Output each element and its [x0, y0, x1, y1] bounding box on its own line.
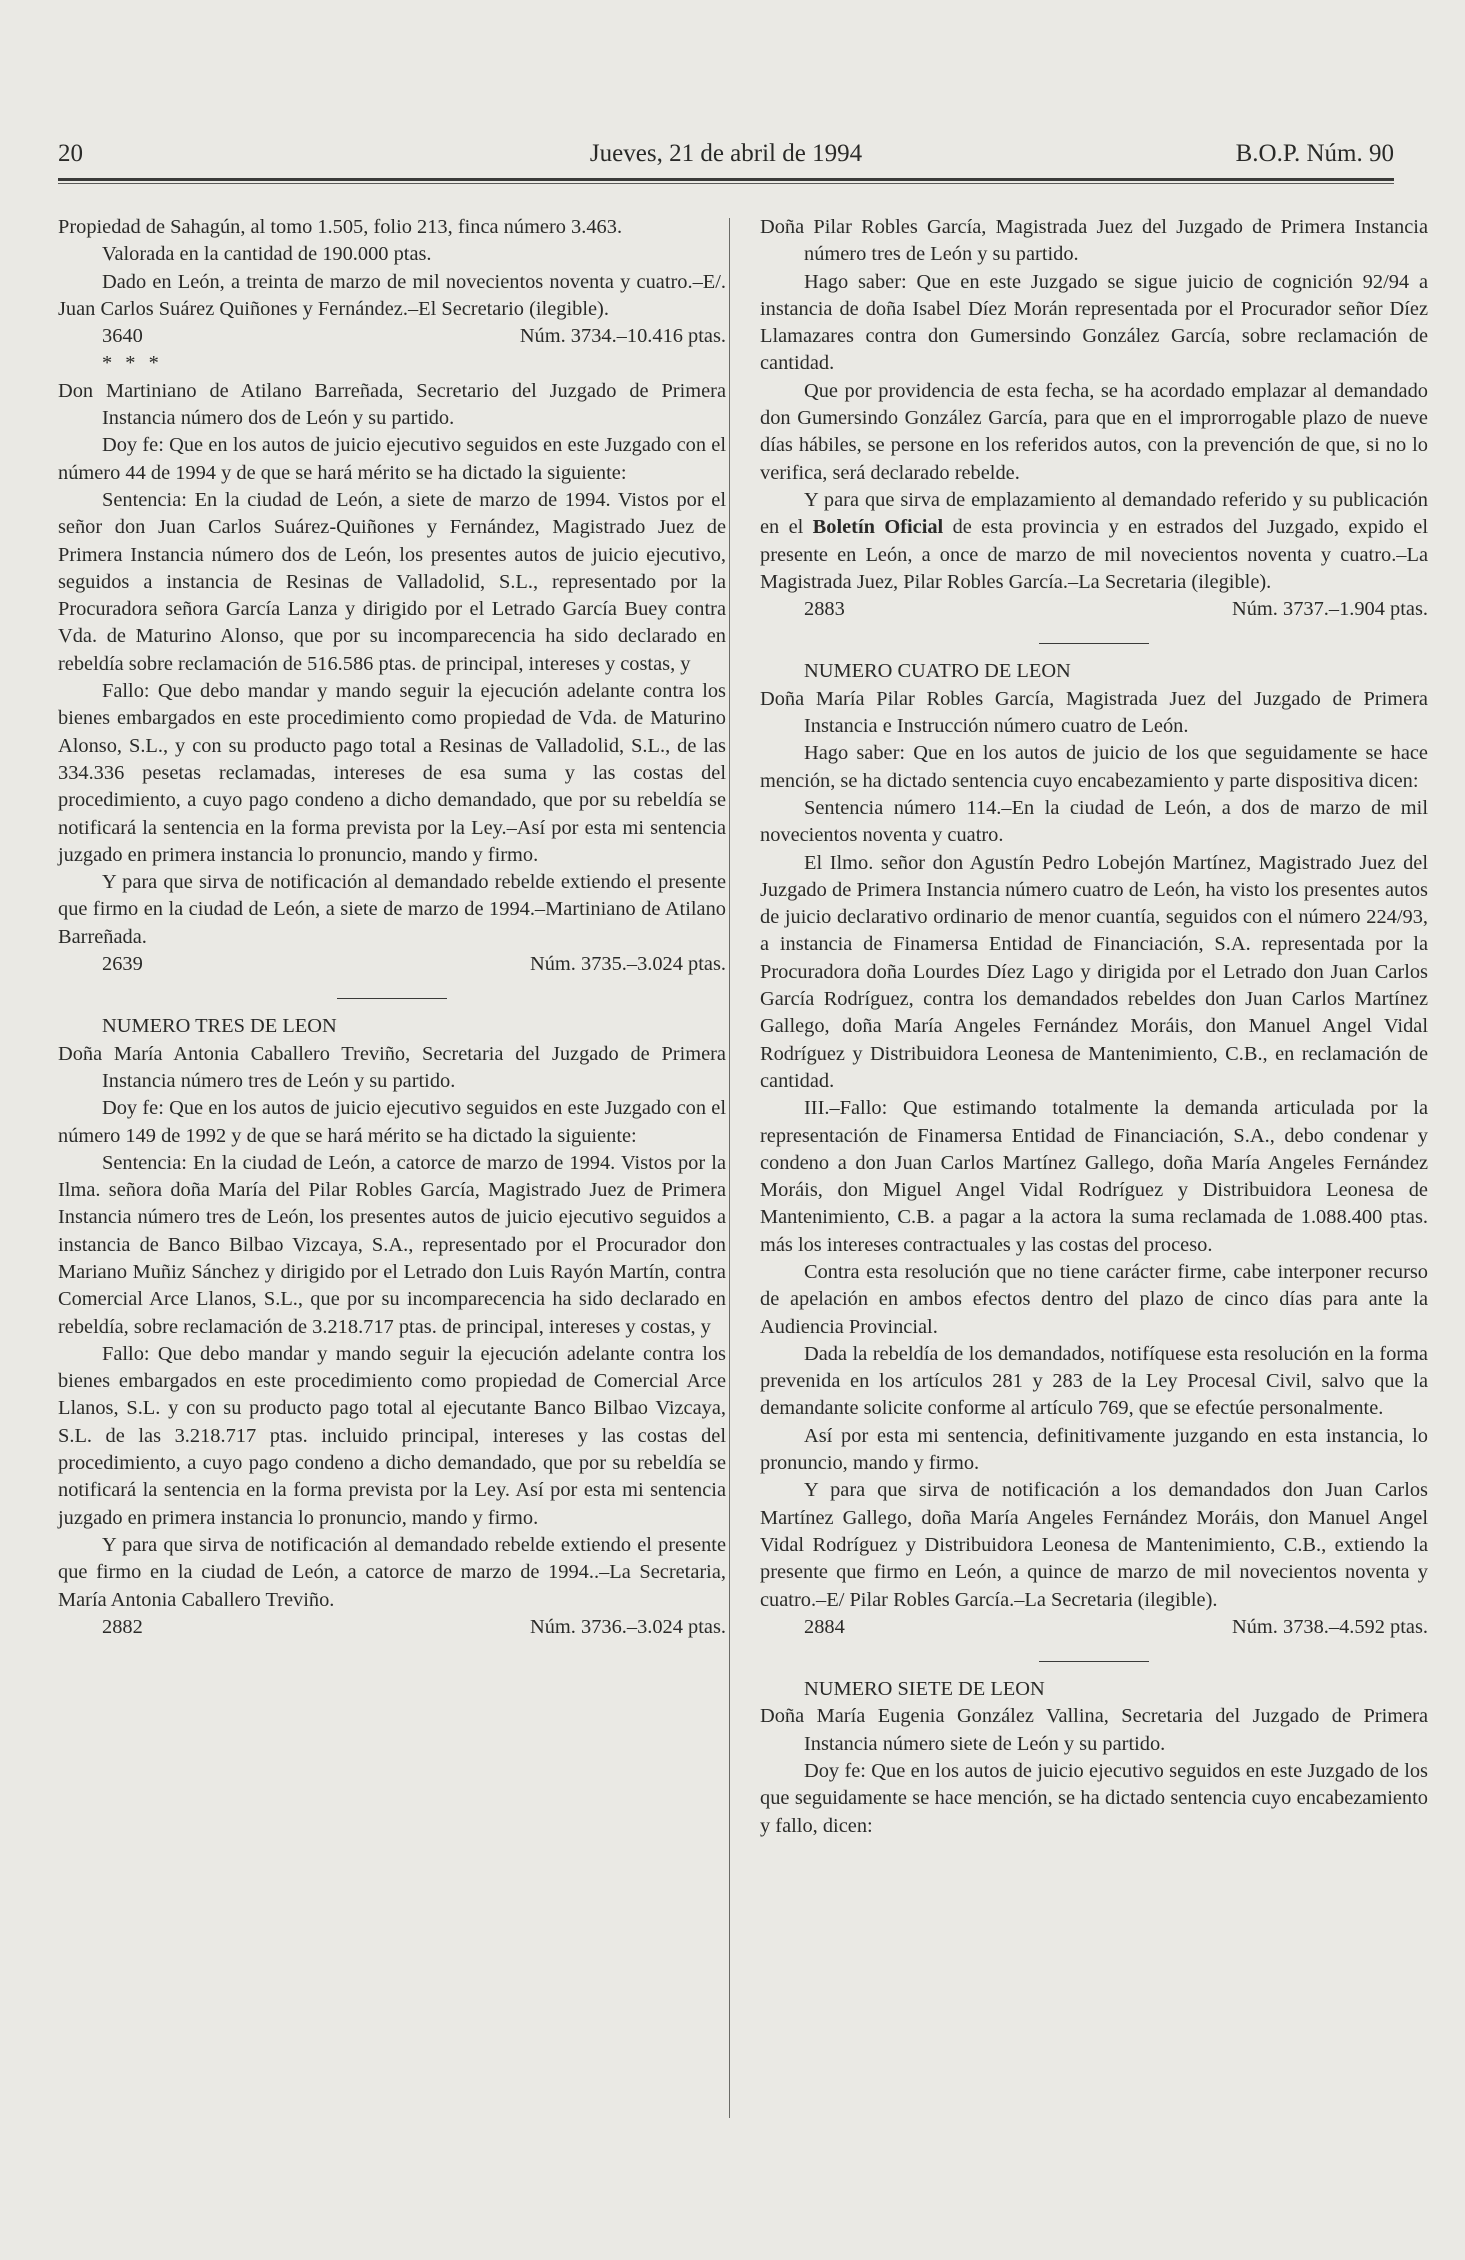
bulletin-number: B.O.P. Núm. 90 — [1235, 140, 1394, 167]
header-rule — [58, 178, 1394, 181]
paragraph — [760, 487, 1428, 596]
reference-code: 2883 — [804, 598, 845, 621]
paragraph: Que por providencia de esta fecha, se ha acordado emplazar al demandado don Gumersindo González García, para que en el improrrogable plazo de nueve días hábiles, se persone en los referidos autos, con la prevención de que, si no lo verifica, será declarado rebelde. — [760, 379, 1428, 484]
section-separator — [1039, 643, 1149, 644]
text-run: Y para que sirva de emplazamiento al demandado referido y su publicación en el — [760, 488, 1428, 539]
right-column — [760, 214, 1428, 1840]
header-rule-thin — [58, 183, 1394, 184]
reference-number: Núm. 3737.–1.904 ptas. — [1232, 598, 1428, 621]
paragraph: Sentencia: En la ciudad de León, a catorce de marzo de 1994. Vistos por la Ilma. señora doña María del Pilar Robles García, Magistrado Juez de Primera Instancia número tres de León, los presentes autos de juicio ejecutivo seguidos a instancia de Banco Bilbao Vizcaya, S.A., representado por el Procurador don Mariano Muñiz Sánchez y dirigido por el Letrado don Luis Rayón Martín, contra Comercial Arce Llanos, S.L., que por su incomparecencia ha sido declarado en rebeldía, sobre reclamación de 3.218.717 ptas. de principal, intereses y costas, y — [58, 1151, 726, 1338]
reference-code: 3640 — [102, 325, 143, 348]
paragraph: El Ilmo. señor don Agustín Pedro Lobejón Martínez, Magistrado Juez del Juzgado de Primera Instancia número cuatro de León, ha visto los presentes autos de juicio declarativo ordinario de menor cuantía, seguidos con el número 224/93, a instancia de Finamersa Entidad de Financiación, S.A. representada por la Procuradora doña Lourdes Díez Lago y dirigida por el Letrado don Juan Carlos García Rodríguez, contra los demandados rebeldes don Juan Carlos Martínez Gallego, doña María Angeles Fernández Moráis, don Manuel Angel Vidal Rodríguez y Distribuidora Leonesa de Mantenimiento, C.B., en reclamación de cantidad. — [760, 851, 1428, 1092]
reference-code: 2639 — [102, 953, 143, 976]
paragraph: Propiedad de Sahagún, al tomo 1.505, folio 213, finca número 3.463. — [58, 216, 623, 238]
reference-code: 2884 — [804, 1615, 845, 1638]
paragraph: III.–Fallo: Que estimando totalmente la demanda articulada por la representación de Finamersa Entidad de Financiación, S.A., debo condenar y condeno a don Juan Carlos Martínez Gallego, doña María Angeles Fernández Moráis, don Miguel Angel Vidal Rodríguez y Distribuidora Leonesa de Mantenimiento, C.B. a pagar a la actora la suma reclamada de 1.088.400 ptas. más los intereses contractuales y las costas del proceso. — [760, 1097, 1428, 1256]
paragraph: Y para que sirva de notificación al demandado rebelde extiendo el presente que firmo en la ciudad de León, a catorce de marzo de 1994..–La Secretaria, María Antonia Caballero Treviño. — [58, 1533, 726, 1611]
paragraph: Don Martiniano de Atilano Barreñada, Secretario del Juzgado de Primera Instancia número dos de León y su partido. — [58, 379, 726, 430]
separator-stars: * * * — [102, 352, 163, 375]
text-run: de esta provincia y en estrados del Juzgado, expido el presente en León, a once de marzo de mil novecientos noventa y cuatro.–La Magistrada Juez, Pilar Robles García.–La Secretaria (ilegible). — [760, 516, 1428, 593]
reference-line — [58, 951, 726, 978]
paragraph: Sentencia: En la ciudad de León, a siete de marzo de 1994. Vistos por el señor don Juan Carlos Suárez-Quiñones y Fernández, Magistrado Juez de Primera Instancia número dos de León, los presentes autos de juicio ejecutivo, seguidos a instancia de Resinas de Valladolid, S.L., representado por la Procuradora señora García Lanza y dirigido por el Letrado García Buey contra Vda. de Maturino Alonso, que por su incomparecencia ha sido declarado en rebeldía sobre reclamación de 516.586 ptas. de principal, intereses y costas, y — [58, 488, 726, 675]
paragraph: Y para que sirva de notificación al demandado rebelde extiendo el presente que firmo en la ciudad de León, a siete de marzo de 1994.–Martiniano de Atilano Barreñada. — [58, 871, 726, 948]
paragraph: Sentencia número 114.–En la ciudad de León, a dos de marzo de mil novecientos noventa y cuatro. — [760, 796, 1428, 847]
page-header — [58, 134, 1394, 176]
reference-line — [760, 1614, 1428, 1641]
paragraph: Doy fe: Que en los autos de juicio ejecutivo seguidos en este Juzgado con el número 149 de 1992 y de que se hará mérito se ha dictado la siguiente: — [58, 1097, 726, 1147]
paragraph: Valorada en la cantidad de 190.000 ptas. — [102, 243, 432, 266]
section-heading: NUMERO TRES DE LEON — [102, 1015, 337, 1038]
reference-number: Núm. 3735.–3.024 ptas. — [530, 953, 726, 976]
paragraph: Así por esta mi sentencia, definitivamente juzgando en esta instancia, lo pronuncio, mando y firmo. — [760, 1424, 1428, 1475]
paragraph: Contra esta resolución que no tiene carácter firme, cabe interponer recurso de apelación en ambos efectos dentro del plazo de cinco días para ante la Audiencia Provincial. — [760, 1260, 1428, 1338]
paragraph: Dada la rebeldía de los demandados, notifíquese esta resolución en la forma prevenida en los artículos 281 y 283 de la Ley Procesal Civil, salvo que la demandante solicite conforme al artículo 769, que se efectúe personalmente. — [760, 1342, 1428, 1420]
paragraph: Hago saber: Que en este Juzgado se sigue juicio de cognición 92/94 a instancia de doña Isabel Díez Morán representada por el Procurador señor Díez Llamazares contra don Gumersindo González García, sobre reclamación de cantidad. — [760, 270, 1428, 375]
paragraph: Doy fe: Que en los autos de juicio ejecutivo seguidos en este Juzgado con el número 44 de 1994 y de que se hará mérito se ha dictado la siguiente: — [58, 434, 726, 484]
reference-number: Núm. 3738.–4.592 ptas. — [1232, 1615, 1428, 1638]
paragraph: Hago saber: Que en los autos de juicio de los que seguidamente se hace mención, se ha dictado sentencia cuyo encabezamiento y parte dispositiva dicen: — [760, 742, 1428, 792]
paragraph: Fallo: Que debo mandar y mando seguir la ejecución adelante contra los bienes embargados en este procedimiento como propiedad de Vda. de Maturino Alonso, S.L., y con su producto pago total a Resinas de Valladolid, S.L., de las 334.336 pesetas reclamadas, intereses de esa suma y las costas del procedimiento, a cuyo pago condeno a dicho demandado, que por su rebeldía se notificará la sentencia en la forma prevista por la Ley.–Así por esta mi sentencia juzgado en primera instancia lo pronuncio, mando y firmo. — [58, 680, 726, 866]
paragraph: Doña María Eugenia González Vallina, Secretaria del Juzgado de Primera Instancia número siete de León y su partido. — [760, 1705, 1428, 1755]
reference-line — [58, 323, 726, 350]
issue-date: Jueves, 21 de abril de 1994 — [589, 140, 863, 167]
reference-line — [58, 1614, 726, 1641]
paragraph: Dado en León, a treinta de marzo de mil novecientos noventa y cuatro.–E/. Juan Carlos Suárez Quiñones y Fernández.–El Secretario (ilegible). — [58, 270, 726, 320]
reference-code: 2882 — [102, 1615, 143, 1638]
reference-line — [760, 596, 1428, 623]
column-divider — [729, 218, 730, 2118]
paragraph: Fallo: Que debo mandar y mando seguir la ejecución adelante contra los bienes embargados en este procedimiento como propiedad de Comercial Arce Llanos, S.L. y con su producto pago total al ejecutante Banco Bilbao Vizcaya, S.L. de las 3.218.717 ptas. incluido principal, intereses y las costas del procedimiento, a cuyo pago condeno a dicho demandado, que por su rebeldía se notificará la sentencia en la forma prevista por la Ley. Así por esta mi sentencia juzgado en primera instancia lo pronuncio, mando y firmo. — [58, 1342, 726, 1529]
left-column — [58, 214, 726, 1641]
section-heading: NUMERO CUATRO DE LEON — [804, 660, 1071, 683]
section-heading: NUMERO SIETE DE LEON — [804, 1678, 1045, 1701]
page-number: 20 — [58, 140, 83, 167]
section-separator — [337, 998, 447, 999]
reference-number: Núm. 3734.–10.416 ptas. — [519, 325, 726, 348]
paragraph: Doña María Antonia Caballero Treviño, Secretaria del Juzgado de Primera Instancia número tres de León y su partido. — [58, 1042, 726, 1092]
paragraph: Doña Pilar Robles García, Magistrada Juez del Juzgado de Primera Instancia número tres de León y su partido. — [760, 216, 1428, 266]
reference-number: Núm. 3736.–3.024 ptas. — [530, 1615, 726, 1638]
paragraph: Doy fe: Que en los autos de juicio ejecutivo seguidos en este Juzgado de los que seguidamente se hace mención, se ha dictado sentencia cuyo encabezamiento y fallo, dicen: — [760, 1760, 1428, 1837]
bold-text: Boletín Oficial — [812, 516, 944, 539]
section-separator — [1039, 1661, 1149, 1662]
paragraph: Doña María Pilar Robles García, Magistrada Juez del Juzgado de Primera Instancia e Instrucción número cuatro de León. — [760, 687, 1428, 738]
paragraph: Y para que sirva de notificación a los demandados don Juan Carlos Martínez Gallego, doña María Angeles Fernández Moráis, don Manuel Angel Vidal Rodríguez y Distribuidora Leonesa de Mantenimiento, C.B., extiendo la presente que firmo en León, a quince de marzo de mil novecientos noventa y cuatro.–E/ Pilar Robles García.–La Secretaria (ilegible). — [760, 1479, 1428, 1611]
